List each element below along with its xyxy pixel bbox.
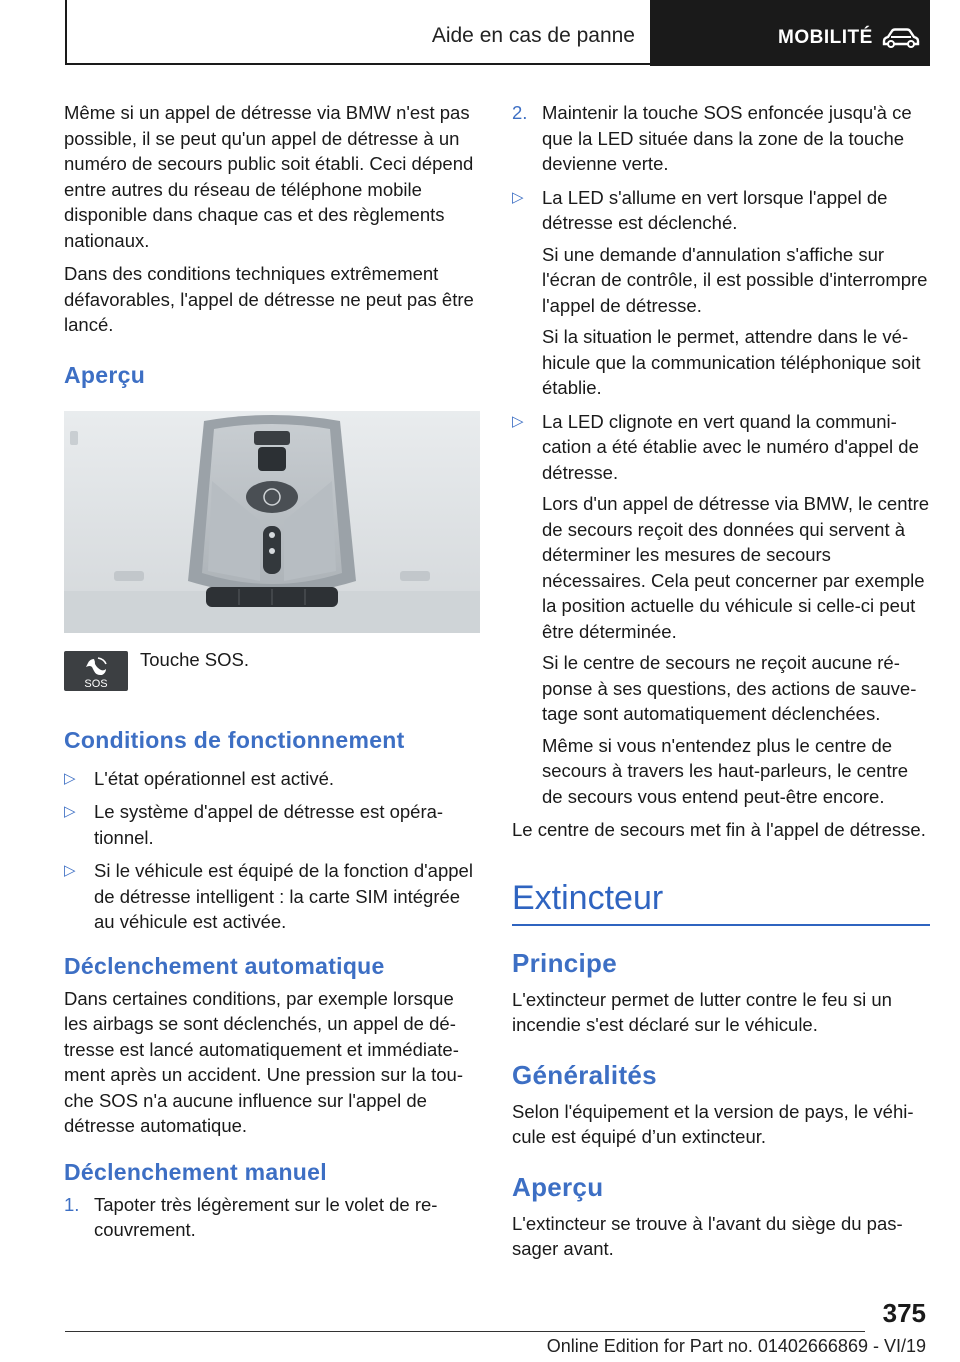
sos-call-icon [64, 651, 128, 691]
page-number: 375 [882, 1298, 926, 1328]
header-rule-horizontal [65, 63, 650, 65]
list-item-subparagraph: Lors d'un appel de détresse via BMW, le centre de secours reçoit des données qui servent à déterminer les mesures de secours nécessaires. Cela peut concerner par exemple la position actuelle du véhicule si celle-ci peut être déterminée. [542, 493, 930, 642]
car-icon [882, 28, 920, 48]
step-text: Maintenir la touche SOS enfoncée jusqu'à ce que la LED située dans la zone de la touche devienne verte. [542, 102, 912, 174]
list-item [64, 766, 482, 792]
footer-rule [65, 1331, 865, 1332]
heading-auto: Déclenchement automatique [64, 952, 385, 979]
list-item-text: Si le véhicule est équipé de la fonction d'appel de détresse intelligent : la carte SIM intégrée au véhicule est activée. [94, 860, 473, 932]
manual-steps-continued [512, 100, 930, 177]
paragraph: Dans des conditions techniques extrêmement défavorables, l'appel de détresse ne peut pas être lancé. [64, 263, 474, 335]
led-status-list [512, 185, 930, 810]
edition-note: Online Edition for Part no. 01402666869 - VI/19 [546, 1336, 926, 1356]
page-header [0, 0, 960, 66]
list-item [64, 858, 482, 935]
list-item-subparagraph: Si la situation le permet, attendre dans le véhicule que la communication téléphonique soit établie. [542, 326, 921, 398]
list-item [64, 799, 482, 850]
heading-conditions: Conditions de fonctionnement [64, 726, 405, 753]
list-item-text: Le système d'appel de détresse est opérationnel. [94, 801, 444, 848]
bullet-triangle-icon: ▷ [512, 412, 524, 430]
left-column [64, 100, 482, 1251]
section-title: Aide en cas de panne [431, 24, 635, 47]
step-item [64, 1192, 482, 1243]
sos-icon-label: SOS [84, 677, 108, 690]
bullet-triangle-icon: ▷ [64, 769, 76, 787]
paragraph: Même si un appel de détresse via BMW n'est pas possible, il se peut qu'un appel de détresse à un numéro de secours public soit établi. Ceci dépend entre autres du réseau de téléphone mobile disponible dans chaque cas et des règlements nationaux. [64, 102, 474, 251]
symbol-row [64, 649, 482, 703]
heading-apercu-extincteur: Aperçu [512, 1171, 604, 1202]
paragraph: Selon l'équipement et la version de pays, le véhicule est équipé d’un extincteur. [512, 1100, 914, 1147]
list-item [512, 185, 930, 401]
step-number: 1. [64, 1193, 80, 1215]
heading-rule [512, 924, 930, 926]
heading-generalites: Généralités [512, 1059, 657, 1090]
list-item-subparagraph: Même si vous n'entendez plus le centre de secours à travers les haut-parleurs, le centre de secours vous entend peut-être encore. [542, 734, 909, 807]
step-number: 2. [512, 102, 528, 123]
list-item-text: La LED s'allume en vert lorsque l'appel de détresse est déclenché. [542, 186, 888, 233]
paragraph: Le centre de secours met fin à l'appel de détresse. [512, 819, 926, 840]
manual-steps [64, 1192, 482, 1243]
bullet-triangle-icon: ▷ [64, 862, 76, 879]
list-item-text: La LED clignote en vert quand la communication a été établie avec le numéro d'appel de détresse. [542, 410, 919, 483]
chapter-heading-extincteur: Extincteur [512, 878, 664, 917]
conditions-list [64, 766, 482, 935]
bullet-triangle-icon: ▷ [512, 188, 524, 206]
list-item [512, 409, 930, 810]
symbol-caption: Touche SOS. [140, 648, 250, 670]
right-column [512, 100, 930, 1270]
paragraph: Dans certaines conditions, par exemple lorsque les airbags se sont déclenchés, un appel de détresse est lancé automatiquement et immédiatement après un accident. Une pression sur la touche SOS n'a aucune influence sur l'appel de détresse automatique. [64, 987, 463, 1136]
bullet-triangle-icon: ▷ [64, 803, 76, 820]
paragraph: L'extincteur permet de lutter contre le feu si un incendie s'est déclaré sur le véhicule. [512, 988, 892, 1035]
chapter-title: MOBILITÉ [778, 27, 873, 48]
list-item-text: L'état opérationnel est activé. [94, 767, 335, 789]
heading-apercu: Aperçu [64, 361, 146, 388]
heading-principe: Principe [512, 947, 617, 978]
list-item-subparagraph: Si une demande d'annulation s'affiche sur l'écran de contrôle, il est possible d'interrompre l'appel de détresse. [542, 243, 928, 316]
step-item [512, 100, 930, 177]
chapter-tab [650, 0, 930, 66]
paragraph: L'extincteur se trouve à l'avant du siège du passager avant. [512, 1212, 903, 1259]
step-text: Tapoter très légèrement sur le volet de recouvrement. [94, 1193, 438, 1240]
list-item-subparagraph: Si le centre de secours ne reçoit aucune réponse à ses questions, des actions de sauvetage sont automatiquement déclenchées. [542, 652, 917, 724]
overhead-console-photo [64, 411, 480, 633]
heading-manual: Déclenchement manuel [64, 1158, 327, 1185]
